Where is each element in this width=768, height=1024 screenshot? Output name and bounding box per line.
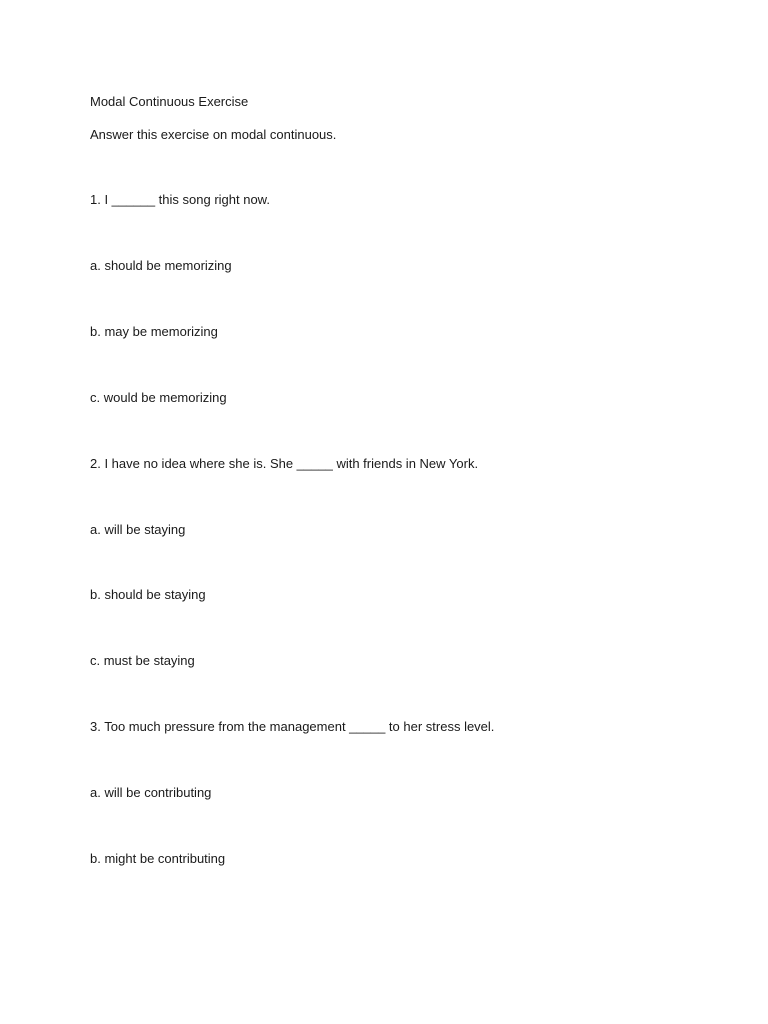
question-3-option-a: a. will be contributing <box>90 785 212 800</box>
question-1-option-a: a. should be memorizing <box>90 258 232 273</box>
question-2-option-c: c. must be staying <box>90 653 195 668</box>
question-2-option-b: b. should be staying <box>90 587 206 602</box>
question-1-option-c: c. would be memorizing <box>90 390 227 405</box>
question-1-prompt: 1. I ______ this song right now. <box>90 192 270 207</box>
question-2-prompt: 2. I have no idea where she is. She _____ with friends in New York. <box>90 456 479 471</box>
document-title: Modal Continuous Exercise <box>90 94 249 109</box>
question-2-option-a: a. will be staying <box>90 522 186 537</box>
question-3-prompt: 3. Too much pressure from the management _____ to her stress level. <box>90 719 495 734</box>
document-instructions: Answer this exercise on modal continuous. <box>90 127 337 142</box>
question-1-option-b: b. may be memorizing <box>90 324 218 339</box>
question-3-option-b: b. might be contributing <box>90 851 226 866</box>
